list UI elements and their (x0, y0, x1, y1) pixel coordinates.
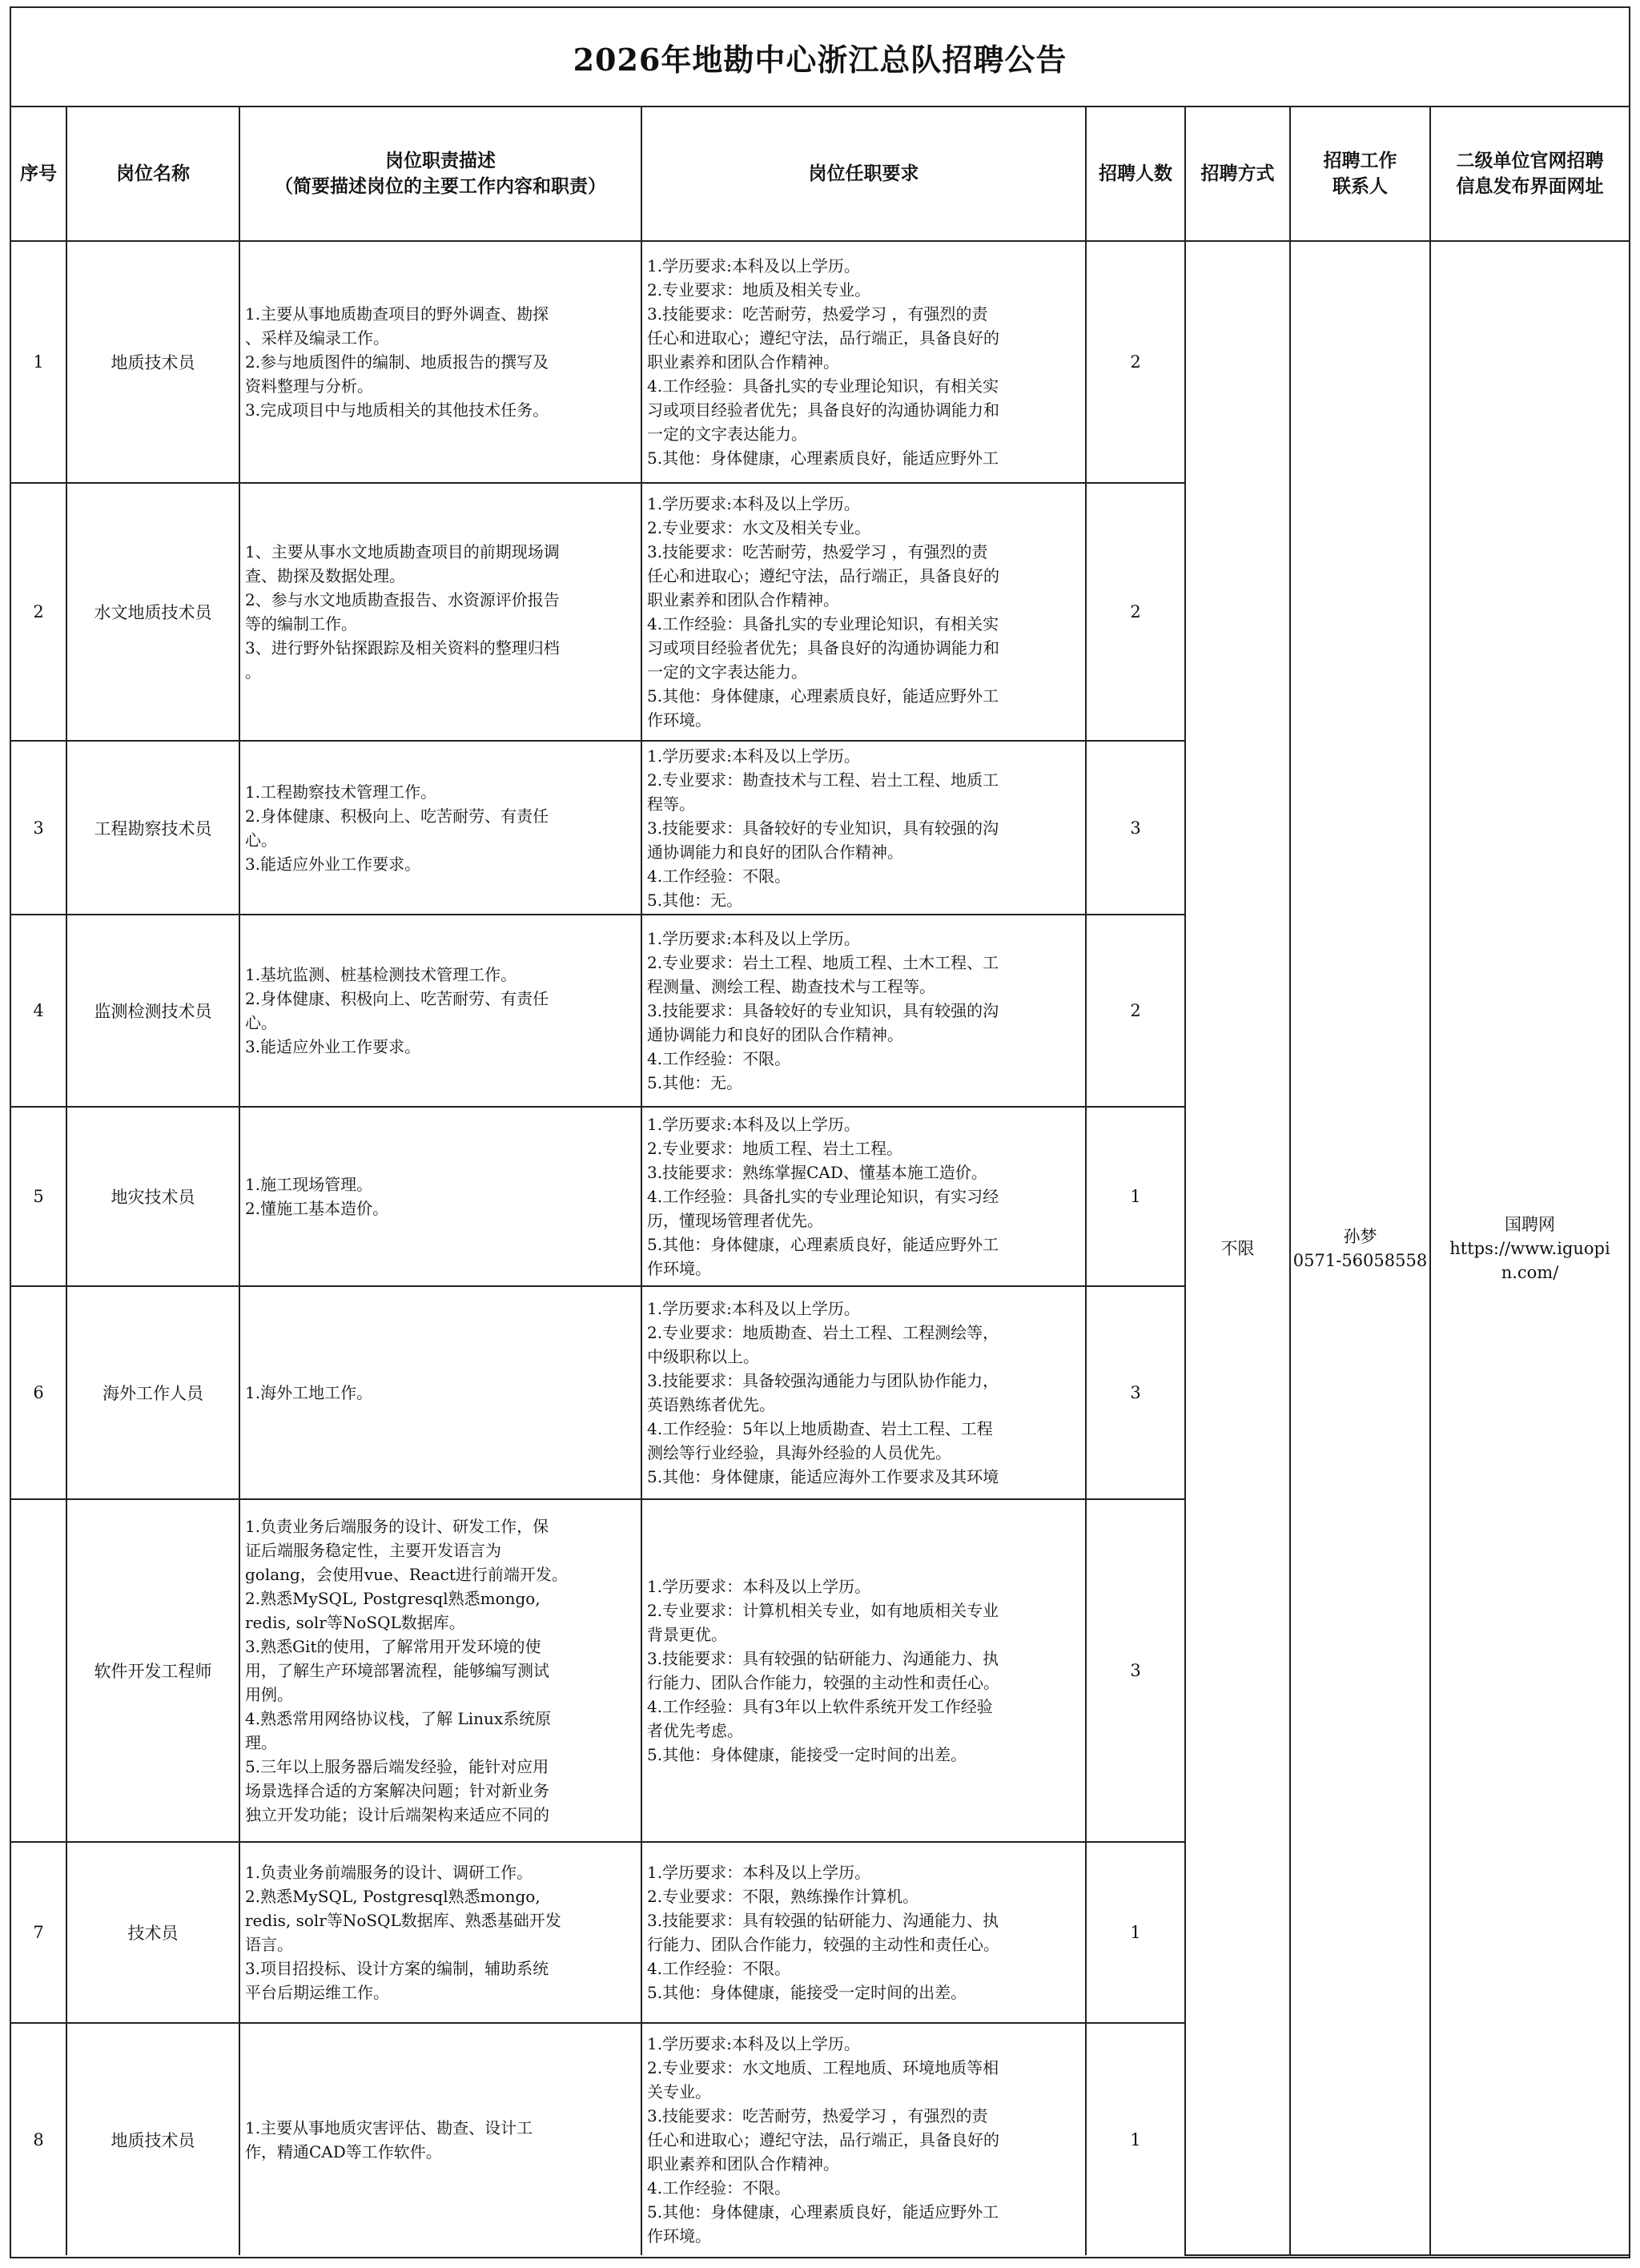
site-url-link[interactable]: n.com/ (1501, 1262, 1559, 1282)
requirements-line: 3.技能要求：吃苦耐劳，热爱学习 ，有强烈的责 (647, 304, 988, 324)
requirements-line: 程等。 (647, 794, 695, 814)
requirements-line: 1.学历要求:本科及以上学历。 (647, 1115, 860, 1134)
requirements-line: 4.工作经验：不限。 (647, 866, 791, 886)
requirements-lines (647, 744, 1082, 912)
header-method: 招聘方式 (1185, 107, 1290, 241)
position-name: 地质技术员 (66, 241, 239, 483)
requirements-line: 3.技能要求：具备较强沟通能力与团队协作能力， (647, 1371, 999, 1390)
requirements-line: 行能力、团队合作能力，较强的主动性和责任心。 (647, 1673, 999, 1692)
duty-description-line: 。 (245, 662, 261, 682)
requirements (641, 1286, 1086, 1499)
requirements-line: 职业素养和团队合作精神。 (647, 352, 839, 372)
requirements-line: 通协调能力和良好的团队合作精神。 (647, 1025, 903, 1044)
duty-description-line: 等的编制工作。 (245, 614, 357, 633)
requirements-line: 测绘等行业经验，具海外经验的人员优先。 (647, 1443, 951, 1462)
header-duty-subtitle: （简要描述岗位的主要工作内容和职责） (275, 175, 606, 197)
position-name: 监测检测技术员 (66, 915, 239, 1107)
requirements-line: 3.技能要求：具备较好的专业知识，具有较强的沟 (647, 818, 999, 838)
requirements-line: 任心和进取心；遵纪守法，品行端正，具备良好的 (647, 566, 999, 585)
duty-description-line: 用例。 (245, 1685, 293, 1704)
row-number: 3 (11, 741, 66, 915)
position-name: 软件开发工程师 (66, 1499, 239, 1842)
requirements-line: 5.其他：身体健康，能接受一定时间的出差。 (647, 1983, 967, 2002)
duty-description-line: 平台后期运维工作。 (245, 1983, 389, 2002)
requirements-line: 程测量、测绘工程、勘查技术与工程等。 (647, 977, 935, 996)
requirements-line: 2.专业要求：水文及相关专业。 (647, 518, 871, 537)
requirements-line: 2.专业要求：岩土工程、地质工程、土木工程、工 (647, 953, 999, 972)
requirements-line: 职业素养和团队合作精神。 (647, 590, 839, 609)
requirements-line: 英语熟练者优先。 (647, 1395, 775, 1414)
requirements-line: 者优先考虑。 (647, 1721, 743, 1740)
requirements-line: 2.专业要求：计算机相关专业，如有地质相关专业 (647, 1601, 999, 1620)
requirements (641, 2023, 1086, 2255)
duty-description-line: 3.能适应外业工作要求。 (245, 1037, 421, 1056)
header-requirements: 岗位任职要求 (641, 107, 1086, 241)
requirements-lines (647, 2032, 1082, 2248)
duty-description-line: 3.项目招投标、设计方案的编制，辅助系统 (245, 1959, 549, 1978)
headcount: 2 (1086, 483, 1185, 741)
requirements (641, 241, 1086, 483)
header-duty (239, 107, 641, 241)
duty-description-line: 2.身体健康、积极向上、吃苦耐劳、有责任 (245, 806, 549, 826)
duty-description-lines (245, 963, 637, 1059)
duty-description-line: redis, solr等NoSQL数据库、熟悉基础开发 (245, 1911, 561, 1930)
requirements-line: 4.工作经验：具备扎实的专业理论知识，有实习经 (647, 1187, 999, 1206)
header-no: 序号 (11, 107, 66, 241)
requirements-line: 一定的文字表达能力。 (647, 662, 807, 682)
duty-description-line: 证后端服务稳定性，主要开发语言为 (245, 1541, 501, 1560)
headcount: 1 (1086, 1107, 1185, 1286)
duty-description-lines (245, 1860, 637, 2005)
duty-description-line: 1.负责业务后端服务的设计、研发工作，保 (245, 1517, 549, 1536)
duty-description (239, 483, 641, 741)
contact-person (1290, 241, 1430, 2255)
requirements-line: 5.其他：身体健康，心理素质良好，能适应野外工 (647, 448, 999, 468)
requirements-line: 1.学历要求:本科及以上学历。 (647, 1299, 860, 1318)
duty-description-line: 1.工程勘察技术管理工作。 (245, 782, 437, 802)
header-contact-line1: 招聘工作 (1323, 150, 1397, 171)
requirements (641, 741, 1086, 915)
duty-description-line: 1.施工现场管理。 (245, 1175, 373, 1194)
duty-description-line: 心。 (245, 1013, 277, 1032)
position-name: 海外工作人员 (66, 1286, 239, 1499)
requirements-line: 5.其他：身体健康，心理素质良好，能适应野外工 (647, 2202, 999, 2222)
requirements-line: 4.工作经验：具备扎实的专业理论知识，有相关实 (647, 614, 999, 633)
row-number: 7 (11, 1842, 66, 2023)
requirements-line: 作环境。 (647, 2226, 711, 2246)
header-contact-line2: 联系人 (1332, 175, 1388, 197)
duty-description-line: 2.懂施工基本造价。 (245, 1199, 389, 1218)
duty-description-line: 1、主要从事水文地质勘查项目的前期现场调 (245, 542, 560, 561)
row-number: 2 (11, 483, 66, 741)
requirements-lines (647, 1112, 1082, 1281)
duty-description-line: 2.熟悉MySQL, Postgresql熟悉mongo, (245, 1589, 541, 1608)
duty-description-lines (245, 1381, 637, 1405)
duty-description-lines (245, 1172, 637, 1220)
position-name: 地质技术员 (66, 2023, 239, 2255)
requirements-line: 中级职称以上。 (647, 1347, 759, 1366)
duty-description (239, 1286, 641, 1499)
requirements-line: 1.学历要求:本科及以上学历。 (647, 929, 860, 948)
headcount: 3 (1086, 1286, 1185, 1499)
row-number: 5 (11, 1107, 66, 1286)
requirements-line: 历，懂现场管理者优先。 (647, 1211, 823, 1230)
position-name: 工程勘察技术员 (66, 741, 239, 915)
duty-description-line: 2.参与地质图件的编制、地质报告的撰写及 (245, 352, 549, 372)
duty-description-lines (245, 780, 637, 876)
contact-phone: 0571-56058558 (1292, 1250, 1428, 1270)
duty-description-line: 2.身体健康、积极向上、吃苦耐劳、有责任 (245, 989, 549, 1008)
requirements-line: 通协调能力和良好的团队合作精神。 (647, 842, 903, 862)
requirements-line: 任心和进取心；遵纪守法，品行端正，具备良好的 (647, 328, 999, 348)
requirements-line: 3.技能要求：具备较好的专业知识，具有较强的沟 (647, 1001, 999, 1020)
requirements-line: 5.其他：身体健康，能接受一定时间的出差。 (647, 1745, 967, 1764)
requirements (641, 1107, 1086, 1286)
duty-description-line: 资料整理与分析。 (245, 376, 373, 396)
requirements-line: 作环境。 (647, 1259, 711, 1278)
duty-description-lines (245, 2116, 637, 2164)
requirements-lines (647, 1574, 1082, 1767)
site-url-link[interactable]: https://www.iguopi (1449, 1238, 1610, 1258)
header-name: 岗位名称 (66, 107, 239, 241)
position-name: 技术员 (66, 1842, 239, 2023)
requirements-line: 任心和进取心；遵纪守法，品行端正，具备良好的 (647, 2129, 999, 2149)
requirements-line: 4.工作经验：不限。 (647, 2178, 791, 2198)
duty-description-line: 作，精通CAD等工作软件。 (245, 2141, 442, 2161)
duty-description-line: 5.三年以上服务器后端发经验，能针对应用 (245, 1757, 549, 1776)
header-row (11, 107, 1629, 241)
requirements-line: 5.其他：身体健康，心理素质良好，能适应野外工 (647, 1235, 999, 1254)
requirements (641, 915, 1086, 1107)
requirements-line: 3.技能要求：吃苦耐劳，热爱学习 ，有强烈的责 (647, 2105, 988, 2125)
table-row (11, 241, 1629, 483)
row-number: 6 (11, 1286, 66, 1499)
requirements-line: 1.学历要求:本科及以上学历。 (647, 494, 860, 513)
requirements-line: 4.工作经验：不限。 (647, 1959, 791, 1978)
requirements-line: 1.学历要求：本科及以上学历。 (647, 1863, 871, 1882)
recruit-method: 不限 (1185, 241, 1290, 2255)
requirements-line: 4.工作经验：5年以上地质勘查、岩土工程、工程 (647, 1419, 993, 1438)
header-count: 招聘人数 (1086, 107, 1185, 241)
requirements-line: 背景更优。 (647, 1625, 727, 1644)
duty-description-line: 用，了解生产环境部署流程，能够编写测试 (245, 1661, 549, 1680)
requirements-line: 5.其他：无。 (647, 890, 743, 910)
duty-description-line: 2、参与水文地质勘查报告、水资源评价报告 (245, 590, 560, 609)
recruitment-sheet (10, 6, 1630, 2258)
duty-description-line: 3.能适应外业工作要求。 (245, 854, 421, 874)
requirements-line: 一定的文字表达能力。 (647, 424, 807, 444)
requirements-line: 5.其他：身体健康，能适应海外工作要求及其环境 (647, 1467, 999, 1486)
duty-description-line: 1.基坑监测、桩基检测技术管理工作。 (245, 965, 517, 984)
headcount: 2 (1086, 241, 1185, 483)
requirements-line: 1.学历要求:本科及以上学历。 (647, 746, 860, 766)
duty-description-lines (245, 1514, 637, 1827)
duty-description-lines (245, 302, 637, 422)
duty-description-line: 3、进行野外钻探跟踪及相关资料的整理归档 (245, 638, 560, 657)
requirements-lines (647, 1860, 1082, 2005)
requirements-line: 关专业。 (647, 2081, 711, 2101)
requirements-line: 4.工作经验：不限。 (647, 1049, 791, 1068)
duty-description (239, 1842, 641, 2023)
requirements-line: 2.专业要求：地质及相关专业。 (647, 280, 871, 300)
duty-description-line: redis, solr等NoSQL数据库。 (245, 1613, 465, 1632)
duty-description (239, 1107, 641, 1286)
requirements (641, 483, 1086, 741)
duty-description-line: 3.熟悉Git的使用，了解常用开发环境的使 (245, 1637, 541, 1656)
duty-description (239, 1499, 641, 1842)
requirements (641, 1499, 1086, 1842)
page-title: 2026年地勘中心浙江总队招聘公告 (11, 8, 1629, 107)
row-number: 4 (11, 915, 66, 1107)
requirements-line: 4.工作经验：具备扎实的专业理论知识，有相关实 (647, 376, 999, 396)
duty-description-line: 心。 (245, 830, 277, 850)
duty-description-lines (245, 540, 637, 684)
duty-description (239, 241, 641, 483)
headcount: 3 (1086, 741, 1185, 915)
position-name: 水文地质技术员 (66, 483, 239, 741)
duty-description-line: 3.完成项目中与地质相关的其他技术任务。 (245, 400, 549, 420)
duty-description-line: 2.熟悉MySQL, Postgresql熟悉mongo, (245, 1887, 541, 1906)
duty-description-line: 理。 (245, 1733, 277, 1752)
duty-description-line: 独立开发功能；设计后端架构来适应不同的 (245, 1805, 549, 1824)
requirements-line: 3.技能要求：具有较强的钻研能力、沟通能力、执 (647, 1911, 999, 1930)
requirements-line: 2.专业要求：不限，熟练操作计算机。 (647, 1887, 919, 1906)
requirements-line: 5.其他：无。 (647, 1073, 743, 1092)
headcount: 1 (1086, 1842, 1185, 2023)
duty-description-line: 1.海外工地工作。 (245, 1383, 373, 1402)
duty-description (239, 741, 641, 915)
contact-name: 孙梦 (1343, 1226, 1377, 1246)
duty-description-line: 查、勘探及数据处理。 (245, 566, 405, 585)
recruitment-table (11, 107, 1629, 2256)
requirements-line: 2.专业要求：水文地质、工程地质、环境地质等相 (647, 2057, 999, 2077)
duty-description-line: 1.主要从事地质灾害评估、勘查、设计工 (245, 2117, 533, 2137)
row-number: 8 (11, 2023, 66, 2255)
recruit-site (1430, 241, 1629, 2255)
duty-description-line: golang，会使用vue、React进行前端开发。 (245, 1565, 568, 1584)
requirements-lines (647, 492, 1082, 732)
requirements-line: 职业素养和团队合作精神。 (647, 2153, 839, 2174)
headcount: 3 (1086, 1499, 1185, 1842)
requirements-line: 2.专业要求：勘查技术与工程、岩土工程、地质工 (647, 770, 999, 790)
header-url-line1: 二级单位官网招聘 (1456, 150, 1604, 171)
duty-description-line: 1.主要从事地质勘查项目的野外调查、勘探 (245, 304, 549, 324)
requirements-line: 习或项目经验者优先；具备良好的沟通协调能力和 (647, 400, 999, 420)
headcount: 1 (1086, 2023, 1185, 2255)
site-name: 国聘网 (1505, 1214, 1555, 1234)
duty-description-line: 1.负责业务前端服务的设计、调研工作。 (245, 1863, 533, 1882)
headcount: 2 (1086, 915, 1185, 1107)
requirements-line: 3.技能要求：吃苦耐劳，热爱学习 ，有强烈的责 (647, 542, 988, 561)
position-name: 地灾技术员 (66, 1107, 239, 1286)
duty-description (239, 2023, 641, 2255)
requirements-lines (647, 927, 1082, 1095)
duty-description-line: 场景选择合适的方案解决问题；针对新业务 (245, 1781, 549, 1800)
row-number: 1 (11, 241, 66, 483)
requirements-lines (647, 254, 1082, 470)
requirements-line: 3.技能要求：具有较强的钻研能力、沟通能力、执 (647, 1649, 999, 1668)
header-url (1430, 107, 1629, 241)
requirements-line: 2.专业要求：地质勘查、岩土工程、工程测绘等， (647, 1323, 999, 1342)
requirements-line: 1.学历要求:本科及以上学历。 (647, 256, 860, 275)
requirements-line: 作环境。 (647, 710, 711, 730)
duty-description-line: 语言。 (245, 1935, 293, 1954)
header-duty-title: 岗位职责描述 (385, 150, 496, 171)
duty-description-line: 4.熟悉常用网络协议栈，了解 Linux系统原 (245, 1709, 552, 1728)
row-number (11, 1499, 66, 1842)
requirements (641, 1842, 1086, 2023)
requirements-line: 1.学历要求:本科及以上学历。 (647, 2033, 860, 2053)
requirements-line: 4.工作经验：具有3年以上软件系统开发工作经验 (647, 1697, 993, 1716)
requirements-line: 习或项目经验者优先；具备良好的沟通协调能力和 (647, 638, 999, 657)
header-contact (1290, 107, 1430, 241)
duty-description-line: 、采样及编录工作。 (245, 328, 389, 348)
requirements-line: 行能力、团队合作能力，较强的主动性和责任心。 (647, 1935, 999, 1954)
header-url-line2: 信息发布界面网址 (1456, 175, 1604, 197)
duty-description (239, 915, 641, 1107)
requirements-line: 2.专业要求：地质工程、岩土工程。 (647, 1139, 903, 1158)
requirements-lines (647, 1297, 1082, 1489)
requirements-line: 1.学历要求：本科及以上学历。 (647, 1577, 871, 1596)
requirements-line: 3.技能要求：熟练掌握CAD、懂基本施工造价。 (647, 1163, 987, 1182)
requirements-line: 5.其他：身体健康，心理素质良好，能适应野外工 (647, 686, 999, 706)
